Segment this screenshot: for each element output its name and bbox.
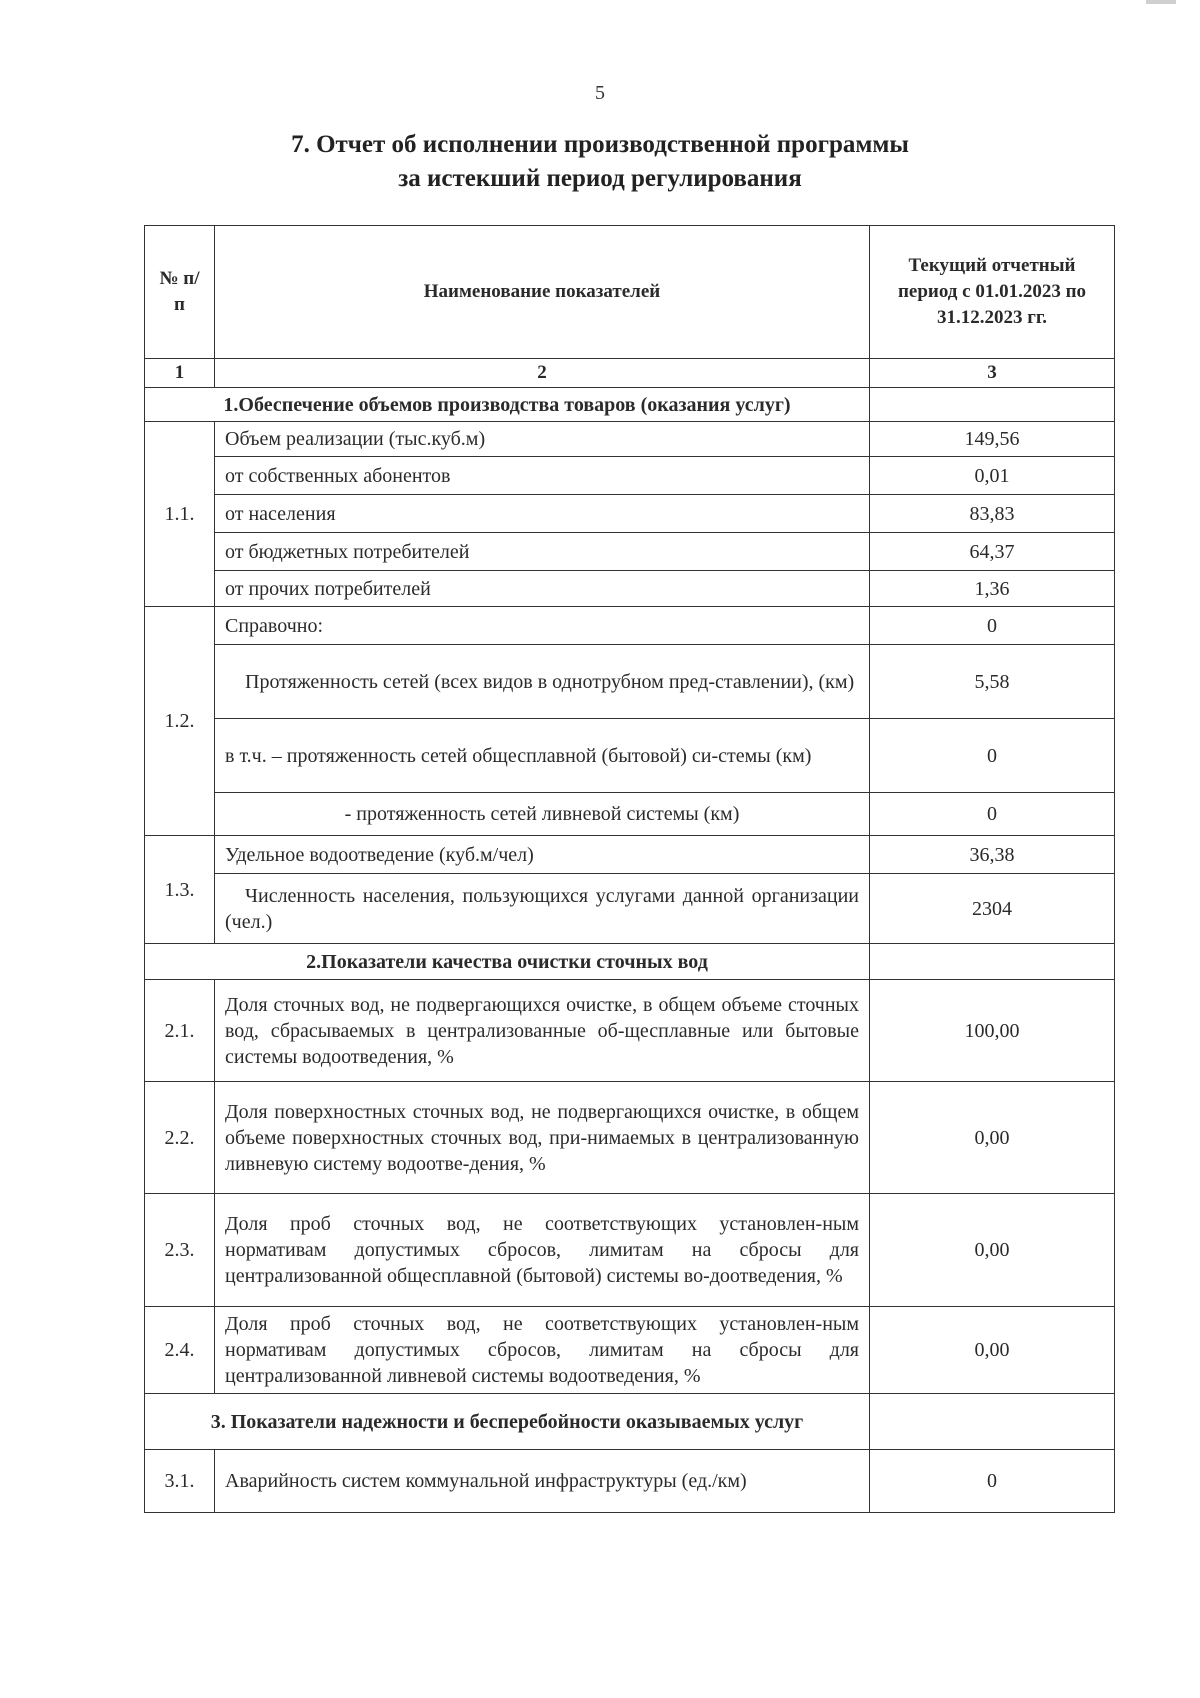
section-2-title: 2.Показатели качества очистки сточных вод	[145, 944, 870, 980]
row-name: от собственных абонентов	[215, 457, 870, 495]
table-row	[145, 836, 1115, 874]
row-name: Протяженность сетей (всех видов в однотрубном пред-ставлении), (км)	[215, 645, 870, 719]
row-value: 0	[870, 607, 1115, 645]
row-name: Доля проб сточных вод, не соответствующих установлен-ным нормативам допустимых сбросов, лимитам на сбросы для централизованной общесплавной (бытовой) системы во-доотведения, %	[215, 1194, 870, 1307]
title-line-2: за истекший период регулирования	[398, 165, 802, 192]
row-number: 2.3.	[145, 1194, 215, 1307]
row-value: 83,83	[870, 495, 1115, 533]
report-table	[144, 225, 1115, 1513]
page-number: 5	[595, 82, 605, 104]
row-name: от населения	[215, 495, 870, 533]
row-name: от бюджетных потребителей	[215, 533, 870, 571]
column-number: 2	[215, 359, 870, 388]
table-row	[145, 719, 1115, 793]
row-name: Справочно:	[215, 607, 870, 645]
row-number-1-2: 1.2.	[145, 607, 215, 836]
column-numbers-row	[145, 359, 1115, 388]
row-number-1-1: 1.1.	[145, 422, 215, 607]
table-row	[145, 607, 1115, 645]
column-number: 3	[870, 359, 1115, 388]
row-value: 0,00	[870, 1082, 1115, 1194]
section-3-empty-cell	[870, 1394, 1115, 1450]
table-row	[145, 571, 1115, 607]
row-value: 2304	[870, 874, 1115, 944]
row-value: 100,00	[870, 980, 1115, 1082]
title-line-1: 7. Отчет об исполнении производственной программы	[291, 131, 909, 158]
table-row	[145, 1082, 1115, 1194]
scan-edge-mark	[1146, 0, 1176, 4]
header-name: Наименование показателей	[215, 226, 870, 359]
row-value: 0	[870, 1450, 1115, 1513]
table-row	[145, 793, 1115, 836]
row-name: Доля поверхностных сточных вод, не подвергающихся очистке, в общем объеме поверхностных сточных вод, при-нимаемых в централизованную ливневую систему водоотве-дения, %	[215, 1082, 870, 1194]
header-period: Текущий отчетный период с 01.01.2023 по 31.12.2023 гг.	[870, 226, 1115, 359]
section-1-title: 1.Обеспечение объемов производства товаров (оказания услуг)	[145, 388, 870, 422]
table-row	[145, 1194, 1115, 1307]
section-3-row	[145, 1394, 1115, 1450]
table-row	[145, 874, 1115, 944]
row-name: Доля проб сточных вод, не соответствующих установлен-ным нормативам допустимых сбросов, лимитам на сбросы для централизованной ливневой системы водоотведения, %	[215, 1307, 870, 1394]
page-title	[0, 128, 1200, 196]
column-number: 1	[145, 359, 215, 388]
row-value: 0,01	[870, 457, 1115, 495]
table-header-row	[145, 226, 1115, 359]
header-num: № п/п	[145, 226, 215, 359]
row-value: 5,58	[870, 645, 1115, 719]
row-name: от прочих потребителей	[215, 571, 870, 607]
row-value: 0	[870, 793, 1115, 836]
row-value: 36,38	[870, 836, 1115, 874]
row-value: 0,00	[870, 1307, 1115, 1394]
row-value: 0	[870, 719, 1115, 793]
row-number-1-3: 1.3.	[145, 836, 215, 944]
row-value: 0,00	[870, 1194, 1115, 1307]
row-number: 2.2.	[145, 1082, 215, 1194]
row-name: Доля сточных вод, не подвергающихся очистке, в общем объеме сточных вод, сбрасываемых в централизованные об-щесплавные или бытовые системы водоотведения, %	[215, 980, 870, 1082]
section-2-empty-cell	[870, 944, 1115, 980]
table-row	[145, 457, 1115, 495]
row-name: Удельное водоотведение (куб.м/чел)	[215, 836, 870, 874]
section-1-empty-cell	[870, 388, 1115, 422]
table-row	[145, 533, 1115, 571]
row-number: 2.1.	[145, 980, 215, 1082]
row-name: Объем реализации (тыс.куб.м)	[215, 422, 870, 457]
row-value: 1,36	[870, 571, 1115, 607]
section-1-row	[145, 388, 1115, 422]
row-number: 3.1.	[145, 1450, 215, 1513]
table-row	[145, 1307, 1115, 1394]
section-2-row	[145, 944, 1115, 980]
table-row	[145, 1450, 1115, 1513]
table-row	[145, 422, 1115, 457]
row-name: Аварийность систем коммунальной инфраструктуры (ед./км)	[215, 1450, 870, 1513]
table-row	[145, 495, 1115, 533]
row-name: - протяженность сетей ливневой системы (км)	[215, 793, 870, 836]
table-row	[145, 645, 1115, 719]
row-number: 2.4.	[145, 1307, 215, 1394]
row-name: в т.ч. – протяженность сетей общесплавной (бытовой) си-стемы (км)	[215, 719, 870, 793]
row-name: Численность населения, пользующихся услугами данной организации (чел.)	[215, 874, 870, 944]
row-value: 64,37	[870, 533, 1115, 571]
section-3-title: 3. Показатели надежности и бесперебойности оказываемых услуг	[145, 1394, 870, 1450]
row-value: 149,56	[870, 422, 1115, 457]
table-row	[145, 980, 1115, 1082]
